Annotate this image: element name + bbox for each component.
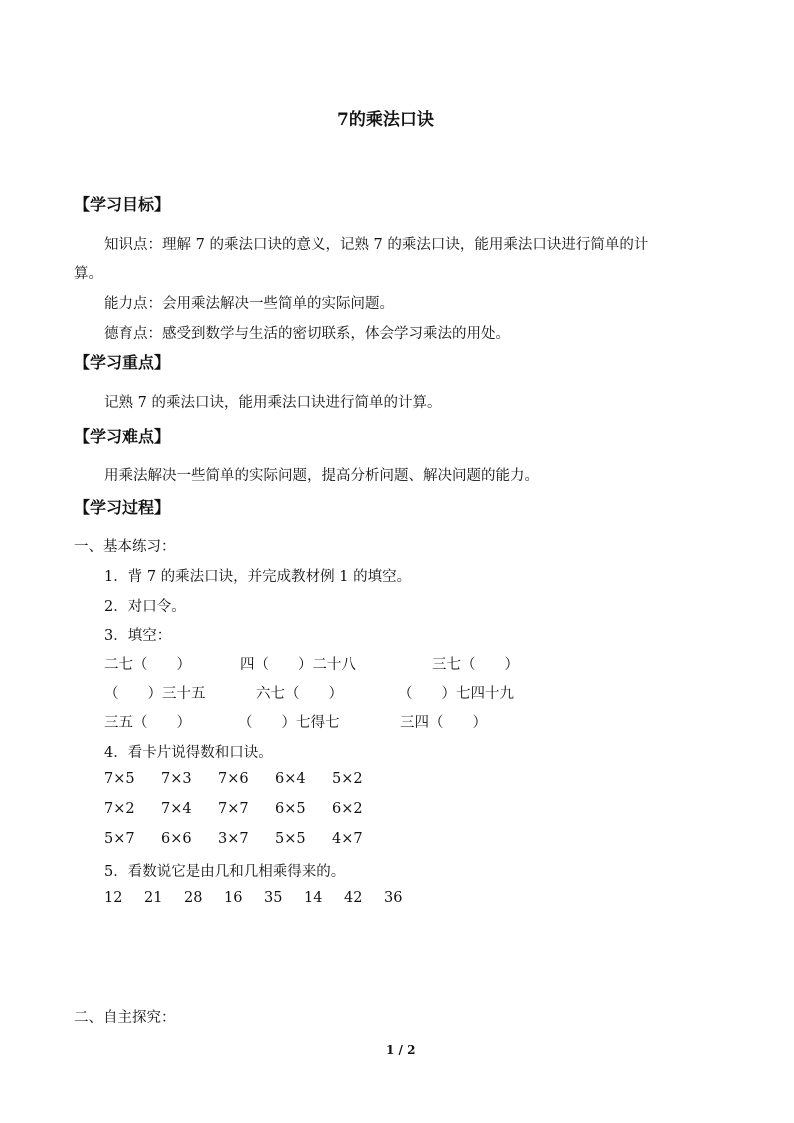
card-cell: 7×4 [161, 801, 192, 817]
card-cell: 5×5 [275, 831, 306, 847]
number-cell: 28 [184, 890, 203, 906]
page-number: 1 / 2 [386, 1043, 416, 1057]
focus-heading: 【学习重点】 [74, 353, 171, 372]
goals-ability: 能力点：会用乘法解决一些简单的实际问题。 [104, 296, 394, 312]
number-cell: 42 [344, 890, 363, 906]
fill-cell: 二七（ ） [104, 657, 191, 673]
number-cell: 21 [144, 890, 163, 906]
card-cell: 7×5 [104, 771, 135, 787]
number-cell: 12 [104, 890, 123, 906]
number-cell: 16 [224, 890, 243, 906]
goals-moral: 德育点：感受到数学与生活的密切联系，体会学习乘法的用处。 [104, 326, 510, 342]
card-cell: 7×2 [104, 801, 135, 817]
focus-text: 记熟 7 的乘法口诀，能用乘法口诀进行简单的计算。 [104, 395, 442, 411]
process-heading: 【学习过程】 [74, 498, 171, 517]
exercise-item-5: 5．看数说它是由几和几相乘得来的。 [104, 864, 346, 880]
exercise-item-2: 2．对口令。 [104, 599, 186, 615]
fill-cell: 四（ ）二十八 [240, 657, 356, 673]
difficulty-heading: 【学习难点】 [74, 427, 171, 446]
exercise-item-4: 4．看卡片说得数和口诀。 [104, 745, 273, 761]
fill-cell: 六七（ ） [256, 686, 343, 702]
fill-cell: 三五（ ） [104, 715, 191, 731]
card-cell: 5×7 [104, 831, 135, 847]
card-cell: 7×7 [218, 801, 249, 817]
goals-knowledge-line2: 算。 [74, 266, 103, 282]
fill-cell: 三四（ ） [400, 715, 487, 731]
number-cell: 36 [384, 890, 403, 906]
number-cell: 14 [304, 890, 323, 906]
card-cell: 5×2 [332, 771, 363, 787]
number-cell: 35 [264, 890, 283, 906]
fill-cell: （ ）七得七 [238, 715, 340, 731]
card-cell: 3×7 [218, 831, 249, 847]
goals-heading: 【学习目标】 [74, 195, 171, 214]
fill-cell: 三七（ ） [432, 657, 519, 673]
goals-knowledge-line1: 知识点：理解 7 的乘法口诀的意义，记熟 7 的乘法口诀，能用乘法口诀进行简单的计 [104, 237, 649, 253]
card-cell: 7×6 [218, 771, 249, 787]
fill-cell: （ ）三十五 [104, 686, 206, 702]
card-cell: 6×2 [332, 801, 363, 817]
exercise-item-3: 3．填空： [104, 628, 172, 644]
page-title: 7的乘法口诀 [337, 110, 434, 130]
card-cell: 4×7 [332, 831, 363, 847]
card-cell: 6×6 [161, 831, 192, 847]
part1-heading: 一、基本练习： [74, 539, 176, 555]
card-cell: 6×5 [275, 801, 306, 817]
difficulty-text: 用乘法解决一些简单的实际问题，提高分析问题、解决问题的能力。 [104, 468, 539, 484]
part2-heading: 二、自主探究： [74, 1010, 176, 1026]
exercise-item-1: 1．背 7 的乘法口诀，并完成教材例 1 的填空。 [104, 569, 412, 585]
fill-cell: （ ）七四十九 [398, 686, 514, 702]
card-cell: 6×4 [275, 771, 306, 787]
card-cell: 7×3 [161, 771, 192, 787]
